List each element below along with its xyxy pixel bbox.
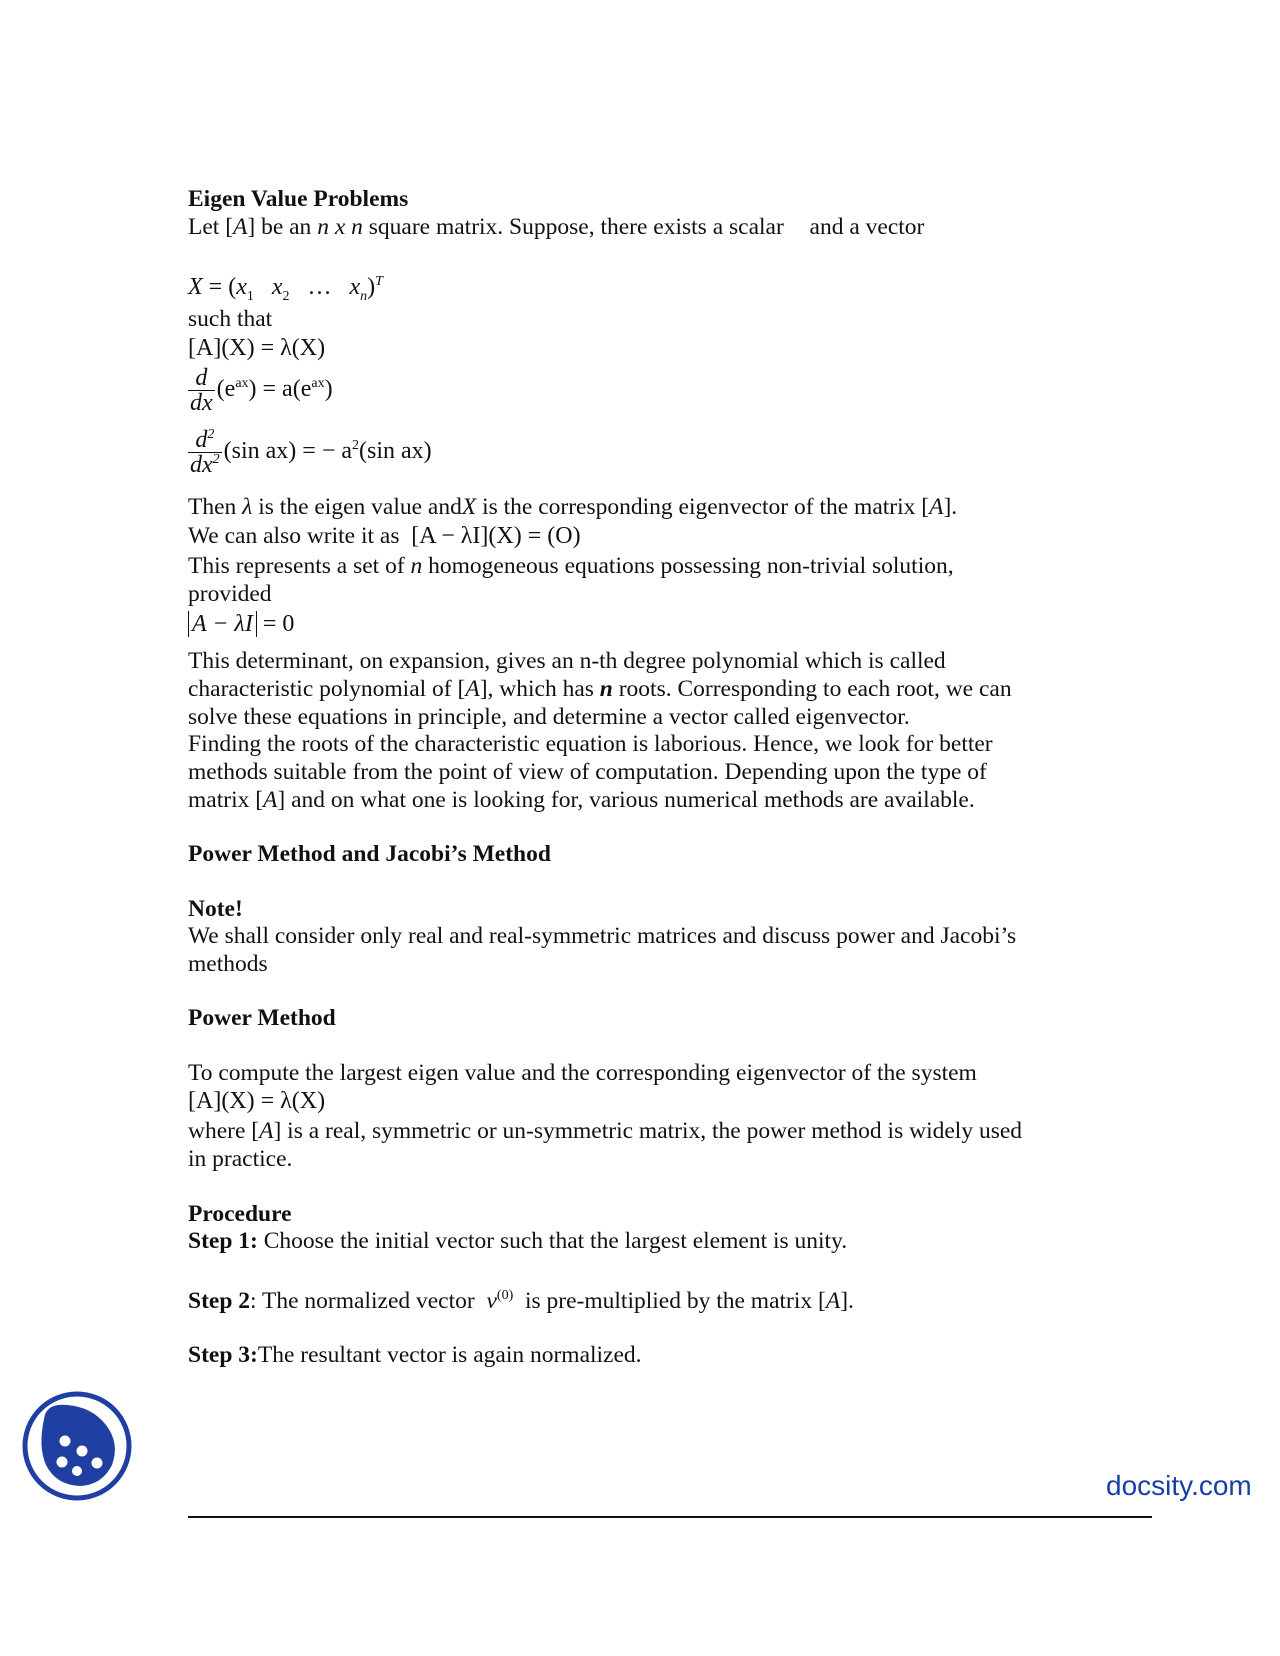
step-label: Step 3:	[188, 1342, 258, 1368]
equation: [A − λI](X) = (O)	[411, 523, 581, 549]
var-n: n	[410, 553, 423, 579]
exponent: 2	[352, 438, 360, 454]
text: homogeneous equations possessing non-trivial solution,	[428, 553, 954, 579]
note-heading: Note!	[188, 896, 243, 922]
numerator: d	[195, 365, 208, 391]
eq-sign: = (	[202, 274, 237, 300]
subscript: n	[360, 288, 368, 304]
text: ], which has	[479, 676, 594, 702]
expr: )	[324, 376, 333, 403]
exponent: 2	[207, 427, 215, 442]
superscript: (0)	[496, 1288, 514, 1303]
matrix-A: A	[233, 214, 248, 240]
heading-power-jacobi: Power Method and Jacobi’s Method	[188, 841, 551, 867]
text: ].	[943, 494, 958, 520]
var-X: X	[188, 274, 203, 300]
procedure-heading: Procedure	[188, 1201, 292, 1227]
subscript: 1	[246, 288, 254, 304]
docsity-brand-link[interactable]: docsity.com	[1106, 1470, 1252, 1501]
such-that: such that	[188, 306, 273, 332]
n-x-n: n x n	[317, 214, 363, 240]
step-3	[188, 1344, 642, 1368]
intro-line	[188, 216, 924, 240]
compute-line-2	[188, 1120, 1022, 1144]
expr: (sin ax) = − a	[223, 438, 353, 465]
exponent: ax	[235, 376, 249, 392]
subscript: 2	[282, 288, 290, 304]
vector-x-equation	[188, 275, 383, 304]
var-v: v	[486, 1287, 497, 1314]
det-para-line-4: Finding the roots of the characteristic equation is laborious. Hence, we look for better	[188, 731, 993, 757]
footer-divider	[188, 1516, 1152, 1518]
homog-line-1	[188, 555, 954, 579]
also-line	[188, 524, 581, 549]
matrix-A: A	[263, 787, 278, 813]
determinant: A − λI	[188, 611, 257, 637]
step-text: The resultant vector is again normalized.	[257, 1342, 642, 1368]
step-label: Step 1:	[188, 1228, 258, 1254]
var-xn: x	[349, 274, 361, 300]
then-line	[188, 496, 957, 520]
exponent: 2	[212, 452, 220, 467]
numerator: d	[195, 427, 208, 453]
heading-power-method: Power Method	[188, 1005, 336, 1031]
transpose: T	[375, 274, 383, 289]
heading-eigen-value-problems: Eigen Value Problems	[188, 186, 409, 212]
det-para-line-2	[188, 678, 1012, 702]
determinant-equation	[188, 612, 294, 636]
det-para-line-3: solve these equations in principle, and determine a vector called eigenvector.	[188, 704, 910, 730]
text: We can also write it as	[188, 523, 400, 549]
compute-line-1: To compute the largest eigen value and the corresponding eigenvector of the system	[188, 1060, 977, 1086]
fraction	[188, 428, 222, 477]
step-1	[188, 1230, 847, 1254]
intro-text: square matrix. Suppose, there exists a scalar	[368, 214, 784, 240]
matrix-A: A	[929, 494, 944, 520]
text: Then	[188, 494, 237, 520]
docsity-logo-icon[interactable]	[22, 1391, 132, 1501]
expr: (sin ax)	[359, 438, 432, 465]
var-X: X	[461, 494, 477, 520]
matrix-A: A	[259, 1118, 274, 1144]
step-text: : The normalized vector	[250, 1287, 475, 1314]
matrix-A: A	[465, 676, 480, 702]
var-x1: x	[236, 274, 247, 300]
text: where [	[188, 1118, 260, 1144]
ellipsis: …	[307, 274, 332, 300]
note-line-1: We shall consider only real and real-symmetric matrices and discuss power and Jacobi’s	[188, 923, 1017, 949]
compute-line-3: in practice.	[188, 1146, 293, 1172]
expr: ) = a(e	[248, 376, 312, 403]
fraction	[188, 366, 215, 415]
compute-equation: [A](X) = λ(X)	[188, 1088, 326, 1114]
text: This represents a set of	[188, 553, 405, 579]
step-2	[188, 1289, 854, 1313]
rhs: = 0	[262, 611, 295, 637]
denominator: dx	[190, 452, 213, 478]
det-para-line-5: methods suitable from the point of view of computation. Depending upon the type of	[188, 759, 987, 785]
step-label: Step 2	[188, 1287, 251, 1314]
exponent: ax	[311, 376, 325, 392]
text: roots. Corresponding to each root, we can	[618, 676, 1012, 702]
paren: )	[367, 274, 376, 300]
note-line-2: methods	[188, 951, 268, 977]
expr: (e	[216, 376, 236, 403]
var-n: n	[599, 676, 613, 702]
text: ] is a real, symmetric or un-symmetric matrix, the power method is widely used	[273, 1118, 1023, 1144]
sin-derivative-equation	[188, 428, 432, 477]
step-text: Choose the initial vector such that the largest element is unity.	[257, 1228, 848, 1254]
det-para-line-1: This determinant, on expansion, gives an n-th degree polynomial which is called	[188, 648, 946, 674]
text: characteristic polynomial of [	[188, 676, 466, 702]
intro-text: Let [	[188, 214, 234, 240]
intro-text: and a vector	[809, 214, 925, 240]
text: matrix [	[188, 787, 264, 813]
exp-derivative-equation	[188, 366, 333, 415]
intro-text: ] be an	[247, 214, 312, 240]
var-x2: x	[271, 274, 283, 300]
matrix-A: A	[825, 1287, 841, 1314]
eigen-equation: [A](X) = λ(X)	[188, 335, 326, 361]
step-text: ].	[840, 1287, 854, 1314]
det-para-line-6	[188, 789, 975, 813]
text: ] and on what one is looking for, various numerical methods are available.	[277, 787, 975, 813]
lambda: λ	[242, 494, 253, 520]
text: is the eigen value and	[258, 494, 462, 520]
step-text: is pre-multiplied by the matrix [	[524, 1287, 826, 1314]
denominator: dx	[190, 390, 213, 416]
text: is the corresponding eigenvector of the matrix [	[482, 494, 930, 520]
homog-line-2: provided	[188, 581, 272, 607]
